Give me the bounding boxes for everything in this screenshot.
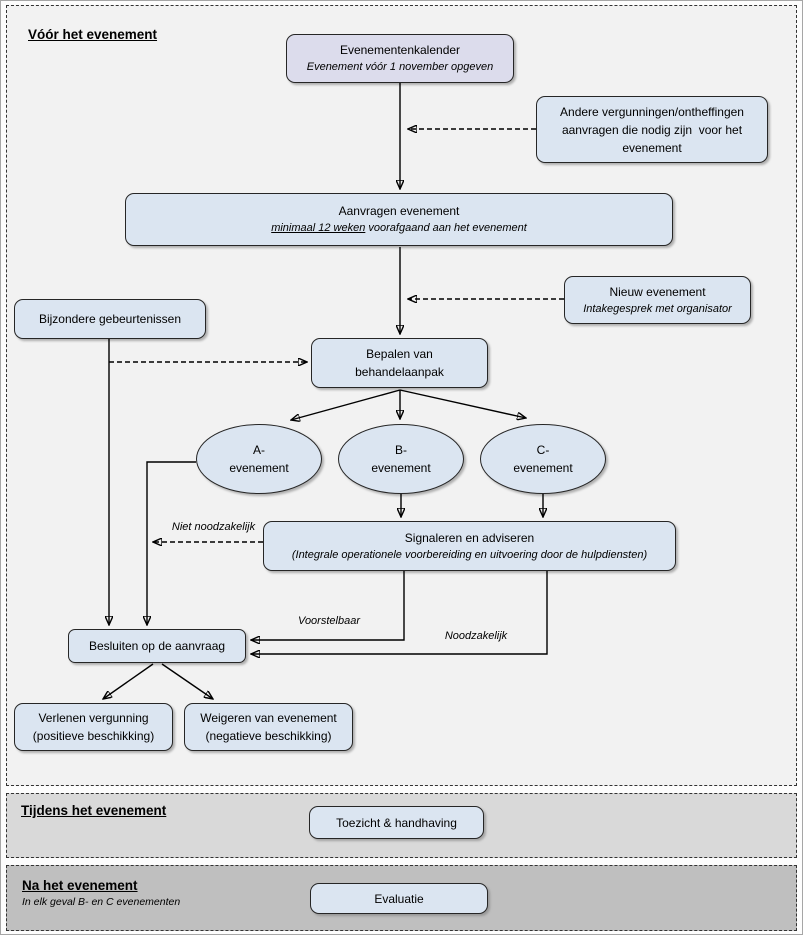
node-text-line: evenement xyxy=(229,461,289,475)
node-subtitle: (Integrale operationele voorbereiding en uitvoering door de hulpdiensten) xyxy=(291,548,648,561)
node-title: Toezicht & handhaving xyxy=(336,815,457,830)
node-text-line: Bepalen van xyxy=(366,347,433,361)
node-a-evenement xyxy=(196,424,322,494)
node-toezicht-handhaving xyxy=(309,806,484,839)
heading-after-event-subtitle: In elk geval B- en C evenementen xyxy=(22,896,181,908)
node-subtitle-underlined: minimaal 12 weken xyxy=(271,222,366,235)
node-title: Signaleren en adviseren xyxy=(404,530,535,545)
node-weigeren-evenement xyxy=(184,703,353,751)
node-text-line: evenement xyxy=(371,461,431,475)
node-title: Besluiten op de aanvraag xyxy=(88,639,226,653)
edge-label-voorstelbaar: Voorstelbaar xyxy=(298,615,360,627)
node-evenementenkalender xyxy=(286,34,514,83)
node-text-line: aanvragen die nodig zijn voor het xyxy=(561,122,743,137)
node-title: Evenementenkalender xyxy=(339,43,461,58)
node-text-line: Weigeren van evenement xyxy=(200,711,337,725)
node-text-line: (negatieve beschikking) xyxy=(205,729,332,743)
node-verlenen-vergunning xyxy=(14,703,173,751)
node-evaluatie xyxy=(310,883,488,914)
edge-label-noodzakelijk: Noodzakelijk xyxy=(444,630,508,642)
node-bijzondere-gebeurtenissen xyxy=(14,299,206,339)
node-text-line: evenement xyxy=(622,140,682,155)
node-text-line: behandelaanpak xyxy=(355,365,444,379)
node-text-line: (positieve beschikking) xyxy=(32,729,155,743)
node-title: Evaluatie xyxy=(374,891,424,906)
node-text-line: A- xyxy=(253,443,265,457)
node-signaleren-adviseren xyxy=(263,521,676,571)
node-nieuw-evenement xyxy=(564,276,751,324)
node-b-evenement xyxy=(338,424,464,494)
node-subtitle: Intakegesprek met organisator xyxy=(583,302,732,315)
node-bepalen-behandelaanpak xyxy=(311,338,488,388)
node-text-line: Andere vergunningen/ontheffingen xyxy=(560,104,744,119)
heading-after-event: Na het evenement xyxy=(22,878,138,893)
node-subtitle-rest: voorafgaand aan het evenement xyxy=(368,222,527,235)
node-c-evenement xyxy=(480,424,606,494)
node-andere-vergunningen xyxy=(536,96,768,163)
node-text-line: evenement xyxy=(513,461,573,475)
node-subtitle: Evenement vóór 1 november opgeven xyxy=(306,61,494,74)
node-subtitle xyxy=(271,220,527,237)
node-text-line: Verlenen vergunning xyxy=(38,711,149,725)
edge-label-niet-noodzakelijk: Niet noodzakelijk xyxy=(171,521,256,533)
node-title: Nieuw evenement xyxy=(609,284,706,299)
node-title: Bijzondere gebeurtenissen xyxy=(38,312,182,326)
node-besluiten-aanvraag xyxy=(68,629,246,663)
heading-during-event: Tijdens het evenement xyxy=(21,803,167,818)
heading-before-event: Vóór het evenement xyxy=(28,27,158,42)
node-text-line: B- xyxy=(395,443,407,457)
node-text-line: C- xyxy=(536,443,550,457)
node-title: Aanvragen evenement xyxy=(338,204,460,219)
node-aanvragen-evenement xyxy=(125,193,673,246)
